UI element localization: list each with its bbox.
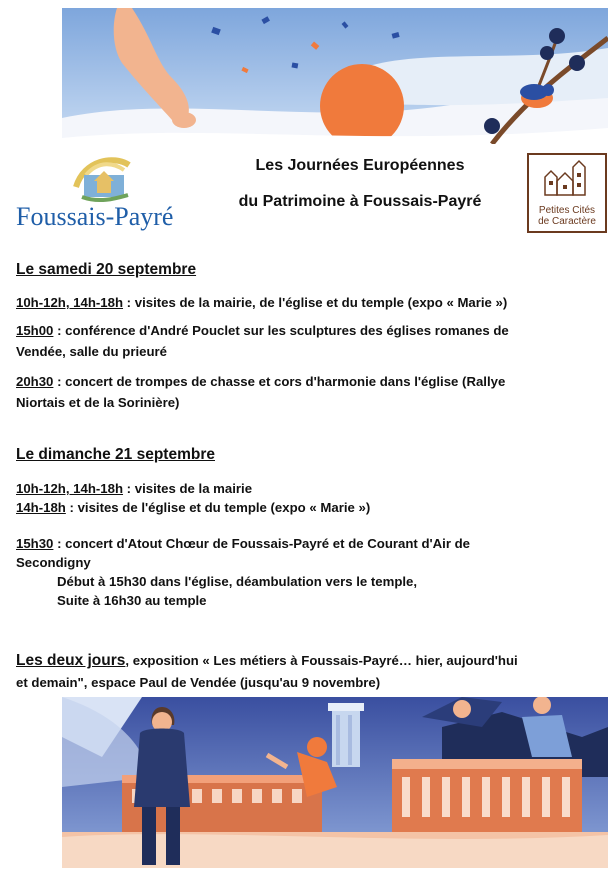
page-title-line1: Les Journées Européennes: [255, 157, 465, 174]
sunday-heading: Le dimanche 21 septembre: [16, 446, 215, 463]
saturday-item-3-cont: Niortais et de la Sorinière): [16, 395, 180, 410]
page-title-line2: du Patrimoine à Foussais-Payré: [238, 193, 482, 210]
petites-cites-line2: de Caractère: [538, 216, 596, 227]
saturday-item-3: 20h30 : concert de trompes de chasse et cors d'harmonie dans l'église (Rallye: [16, 374, 506, 389]
bottom-banner-illustration: [62, 697, 608, 868]
saturday-heading: Le samedi 20 septembre: [16, 261, 197, 278]
petites-cites-line1: Petites Cités: [538, 205, 596, 216]
saturday-item-2: 15h00 : conférence d'André Pouclet sur les sculptures des églises romanes de: [16, 323, 509, 338]
foussais-payre-logo: [14, 155, 194, 235]
both-days-line-2: et demain", espace Paul de Vendée (jusqu'au 9 novembre): [16, 675, 381, 690]
saturday-item-2-cont: Vendée, salle du prieuré: [16, 344, 167, 359]
sunday-item-1: 10h-12h, 14h-18h : visites de la mairie: [16, 481, 253, 496]
top-banner-illustration: [62, 8, 608, 144]
sunday-item-3-detail-2: Suite à 16h30 au temple: [57, 593, 207, 608]
both-days-line-1: Les deux jours, exposition « Les métiers à Foussais-Payré… hier, aujourd'hui: [16, 652, 518, 669]
petites-cites-logo: [527, 153, 607, 233]
sunday-item-3: 15h30 : concert d'Atout Chœur de Foussais-Payré et de Courant d'Air de: [16, 536, 471, 551]
sunday-item-3-detail-1: Début à 15h30 dans l'église, déambulation vers le temple,: [57, 574, 418, 589]
sunday-item-2: 14h-18h : visites de l'église et du temple (expo « Marie »): [16, 500, 371, 515]
foussais-payre-logo-text: Foussais-Payré: [16, 202, 174, 231]
saturday-item-1: 10h-12h, 14h-18h : visites de la mairie, de l'église et du temple (expo « Marie »): [16, 295, 508, 310]
sunday-item-3-cont: Secondigny: [16, 555, 91, 570]
